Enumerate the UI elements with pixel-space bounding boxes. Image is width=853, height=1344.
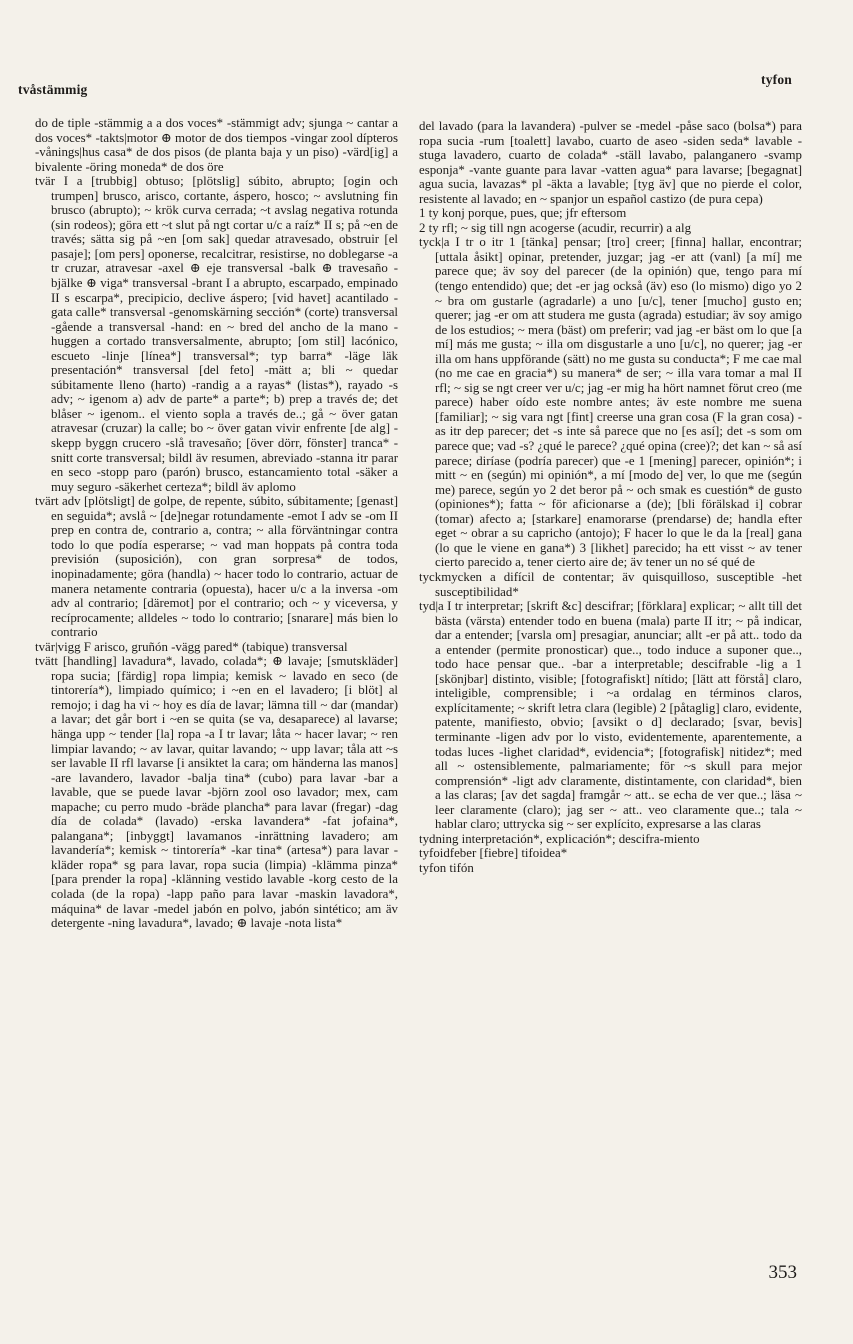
dictionary-entry: tyck|a I tr o itr 1 [tänka] pensar; [tro] creer; [finna] hallar, encontrar; [uttala åsikt] opinar, pretender, juzgar; jag -er att (vanl) [a mí] me parece que; äv soy del parecer (de la opinión) que, tengo para mí (tengo entendido) que; det -er jag också (äv) eso (lo mismo) digo yo 2 ~ bra om gustarle (agradarle) a uno [u/c], tener [mucho] gusto en; querer; jag -er om att studera me gusta (agrada) estudiar; äv soy amigo de los estudios; ~ mera (bäst) om preferir; vad jag -er bäst om lo que [a mí] más me gusta; ~ illa om disgustarle a uno [u/c], no querer; jag -er illa om hans uppförande (sätt) no me gusta su conducta*; F me cae mal (no me cae en gracia*) su manera* de ser; ~ illa vara tomar a mal II rfl; ~ sig se ngt creer ver u/c; jag -er mig ha hört namnet förut creo (me parece) haber oído este nombre antes; äv este nombre me suena [familiar]; ~ sig vara ngt [fint] creerse una gran cosa (F la gran cosa) -as itr dep parecer; det -s inte så parece que no [es así]; det -s som om parece que; vad -s? ¿qué le parece? ¿qué opina (cree)?; det kan ~ så así parece; diríase (podría parecer) que -e 1 [mening] parecer, opinión*; i mitt ~ en (según) mi opinión*, a mí [modo de] ver, lo que me (según me) parece, según yo 2 det beror på ~ och smak es cuestión* de gusto (opiniones*); fatta ~ för aficionarse a (de); [bli förälskad i] cobrar (tomar) afecto a; [starkare] enamorarse (prendarse) de; handla efter eget ~ obrar a su capricho (antojo); F hacer lo que le da la [real] gana (lo que le viene en gana*) 3 [likhet] parecido; ha ett visst ~ av tener cierto parecido a, tener cierto aire de; äv tener un no sé qué de [419,235,802,570]
guide-word-right: tyfon [761,72,792,87]
dictionary-entry: tvär I a [trubbig] obtuso; [plötslig] súbito, abrupto; [ogin och trumpen] brusco, arisco, cortante, áspero, hosco; ~ avslutning fin brusco (abrupto); ~ krök curva cerrada; ~t avslag negativa rotunda (sin rodeos); göra ett ~t slut på ngt cortar u/c a raíz* II s; på ~en de través; sätta sig på ~en [om sak] quedar atravesado, obstruir [el pasaje]; [om pers] oponerse, recalcitrar, resistirse, no doblegarse -a tr cruzar, atravesar -axel ⊕ eje transversal -balk ⊕ travesaño -bjälke ⊕ viga* transversal -brant I a abrupto, escarpado, empinado II s escarpa*, precipicio, declive áspero; [vid havet] acantilado -gata calle* transversal -genomskärning sección* (corte) transversal -gående a transversal -hand: en ~ bred del ancho de la mano -huggen a cortado transversalmente, abrupto; [om stil] lacónico, escueto -linje [línea*] transversal*; typ barra* -läge läk presentación* transversal [del feto] -mätt a; bli ~ quedar súbitamente lleno (harto) -randig a a rayas* (listas*), rayado -s adv; ~ igenom a) adv de parte* a parte*; b) prep a través de; det blåser ~ igenom.. el viento sopla a través de..; gå ~ över gatan atravesar (cruzar) la calle; bo ~ över gatan vivir enfrente [de alg] -skepp byggn crucero -slå travesaño; [över dörr, fönster] tranca* -snitt corte transversal; bildl äv resumen, abreviado -stanna itr parar en seco -stopp paro (parón) brusco, estancamiento total -säker a muy seguro -säkerhet certeza*; bildl äv aplomo [35,174,398,494]
page-number: 353 [768,1262,797,1283]
dictionary-entry: tyfoidfeber [fiebre] tifoidea* [419,846,568,861]
left-column [35,116,398,1264]
dictionary-entry: 1 ty konj porque, pues, que; jfr eftersom [419,206,627,221]
dictionary-entry: tvärt adv [plötsligt] de golpe, de repente, súbito, súbitamente; [genast] en seguida*; avslå ~ [de]negar rotundamente -emot I adv se -om II prep en contra de, contrario a, contra; ~ alla förväntningar contra todo lo que podía esperarse; ~ vad man hoppats på contra toda previsión (suposición), con gran sorpresa* de todos, inopinadamente; göra (handla) ~ hacer todo lo contrario, actuar de manera netamente contraria (opuesta), hacer u/c a la inversa -om adv al contrario; [däremot] por el contrario; och ~ y viceversa, y recíprocamente; alldeles ~ todo lo contrario; [snarare] más bien lo contrario [35,494,398,640]
dictionary-entry: tyfon tifón [419,860,474,875]
dictionary-entry: tyckmycken a difícil de contentar; äv quisquilloso, susceptible -het susceptibilidad* [419,569,802,599]
dictionary-entry: del lavado (para la lavandera) -pulver se -medel -påse saco (bolsa*) para ropa sucia -rum [toalett] lavabo, cuarto de aseo -siden seda* lavable -stuga lavadero, cuarto de colada* -ställ lavabo, palanganero -svamp esponja* -vante guante para lavar -vatten agua* para lavarse; [begagnat] agua sucia, lavazas* pl -äkta a lavable; [tyg äv] que no pierde el color, resistente al lavado; en ~ spanjor un español castizo (de pura cepa) [419,119,802,206]
dictionary-entry: tvär|vigg F arisco, gruñón -vägg pared* (tabique) transversal [35,639,348,654]
dictionary-entry: do de tiple -stämmig a a dos voces* -stämmigt adv; sjunga ~ cantar a dos voces* -takts|motor ⊕ motor de dos tiempos -vingar zool dípteros -vånings|hus casa* de dos pisos (de planta baja y un piso) -värd[ig] a bivalente -öring moneda* de dos öre [35,116,398,174]
guide-word-left: tvåstämmig [18,82,88,97]
dictionary-entry: tyd|a I tr interpretar; [skrift &c] descifrar; [förklara] explicar; ~ allt till det bästa (värsta) entender todo en buena (mala) parte II itr; ~ på indicar, dar a entender; [varsla om] presagiar, anunciar; allt -er på att.. todo da a entender (permite pronosticar) que.., todo induce a suponer que.., todo hace pensar que.. -bar a interpretable; descifrable -lig a 1 [skönjbar] distinto, visible; [fotografiskt] nítido; [lätt att förstå] claro, inteligible, comprensible; i ~a ordalag en términos claros, explícitamente; ~ skrift letra clara (legible) 2 [påtaglig] claro, evidente, patente, manifiesto, obvio; [avsikt o d] declarado; [svar, bevis] terminante -ligen adv por lo visto, evidentemente, aparentemente, a todas luces -lighet claridad*, evidencia*; [fotografisk] nitidez*; med all ~ ostensiblemente, palmariamente; för ~s skull para mejor comprensión* -ligt adv claramente, distintamente, con claridad*, bien a las claras; [av det sagda] framgår ~ att.. se echa de ver que..; läsa ~ leer claramente (claro); jag ser ~ att.. veo claramente que..; tala ~ hablar claro; uttrycka sig ~ ser explícito, expresarse a las claras [419,599,802,832]
dictionary-entry: tydning interpretación*, explicación*; descifra-miento [419,831,700,846]
right-column [419,119,802,1267]
dictionary-entry: tvätt [handling] lavadura*, lavado, colada*; ⊕ lavaje; [smutskläder] ropa sucia; [färdig] ropa limpia; kemisk ~ lavado en seco (de tintorería*), limpiado químico; i ~en en el lavadero; [i blöt] al remojo; i dag ha vi ~ hoy es día de lavar; lämna till ~ dar (mandar) a lavar; det går bort i ~en se quita (se va, desaparece) al lavarse; hänga upp ~ tender [la] ropa -a I tr lavar; låta ~ hacer lavar; ~ ren limpiar lavando; ~ av lavar, quitar lavando; ~ upp lavar; tåla att ~s ser lavable II rfl lavarse [i ansiktet la cara; om händerna las manos] -are lavandero, lavador -balja tina* (cubo) para lavar -bar a lavable, que se puede lavar -björn zool oso lavador; mex, cam mapache; cu perro mudo -bräde plancha* para lavar (fregar) -dag día de colada* (lavado) -erska lavandera* -fat jofaina*, palangana*; [inbyggt] lavamanos -inrättning lavadero; am lavandería*; kemisk ~ tintorería* -kar tina* (artesa*) para lavar -kläder ropa* sg para lavar, ropa sucia (limpia) -klämma pinza* [para prender la ropa] -klänning vestido lavable -korg cesto de la colada (de la ropa) -lapp paño para lavar -maskin lavadora*, máquina* de lavar -medel jabón en polvo, jabón sintético; am äv detergente -ning lavadura*, lavado; ⊕ lavaje -nota lista* [35,654,398,931]
dictionary-entry: 2 ty rfl; ~ sig till ngn acogerse (acudir, recurrir) a alg [419,220,692,235]
